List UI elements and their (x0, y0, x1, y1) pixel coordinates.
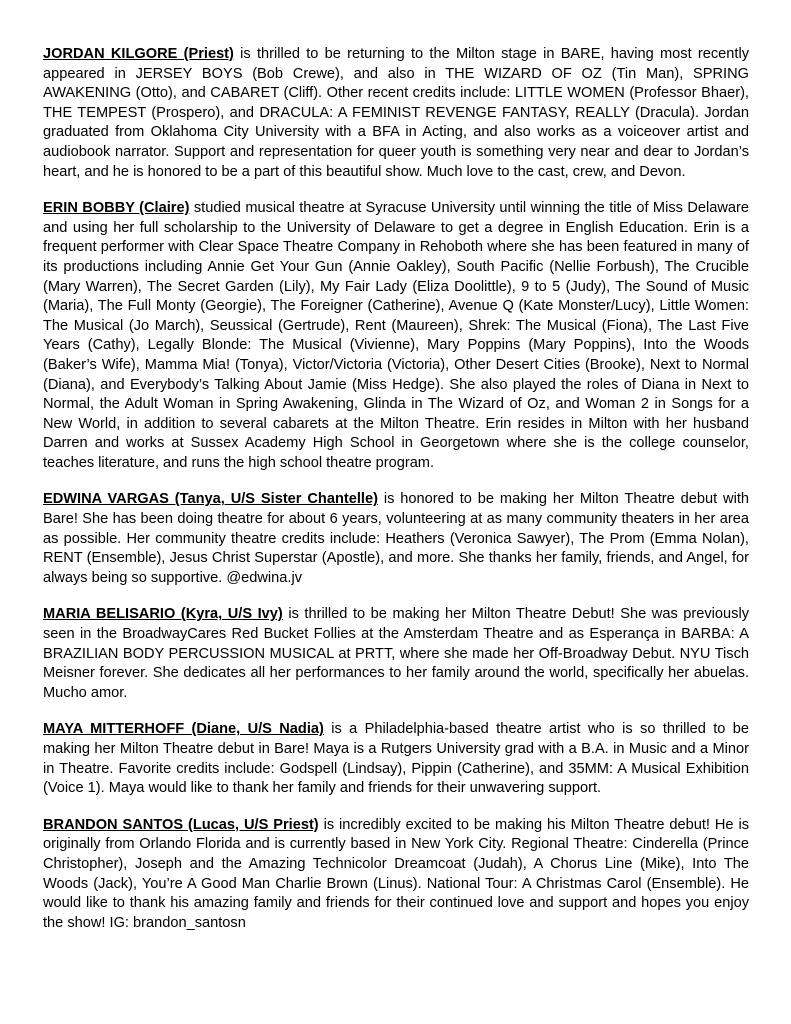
bio-maria-belisario (43, 605, 749, 703)
bio-text: studied musical theatre at Syracuse University until winning the title of Miss Delaware and using her full scholarship to the University of Delaware to get a degree in English Education. Erin is a frequent performer with Clear Space Theatre Company in Rehoboth where she has been featured in many of its productions including Annie Get Your Gun (Annie Oakley), South Pacific (Nellie Forbush), The Crucible (Mary Warren), The Secret Garden (Lily), My Fair Lady (Eliza Doolittle), 9 to 5 (Judy), The Sound of Music (Maria), The Full Monty (Georgie), The Foreigner (Catherine), Avenue Q (Kate Monster/Lucy), Little Women: The Musical (Jo March), Seussical (Gertrude), Rent (Maureen), Shrek: The Musical (Fiona), The Last Five Years (Cathy), Legally Blonde: The Musical (Vivienne), Mary Poppins (Mary Poppins), Into the Woods (Baker’s Wife), Mamma Mia! (Tonya), Victor/Victoria (Victoria), Other Desert Cities (Brooke), Next to Normal (Diana), and Everybody’s Talking About Jamie (Miss Hedge). She also played the roles of Diana in Next to Normal, the Adult Woman in Spring Awakening, Glinda in The Wizard of Oz, and Woman 2 in Songs for a New World, in addition to several cabarets at the Milton Theatre. Erin resides in Milton with her husband Darren and works at Sussex Academy High School in Georgetown where she is the college counselor, teaches literature, and runs the high school theatre program. (43, 200, 749, 471)
bio-name: MARIA BELISARIO (Kyra, U/S Ivy) (43, 606, 283, 623)
bio-text: is a Philadelphia-based theatre artist who is so thrilled to be making her Milton Theatre debut in Bare! Maya is a Rutgers University grad with a B.A. in Music and a Minor in Theatre. Favorite credits include: Godspell (Lindsay), Pippin (Catherine), and 35MM: A Musical Exhibition (Voice 1). Maya would like to thank her family and friends for their unwavering support. (43, 721, 749, 797)
bio-edwina-vargas (43, 490, 749, 588)
bio-page (43, 45, 749, 950)
bio-jordan-kilgore (43, 45, 749, 182)
bio-brandon-santos (43, 816, 749, 934)
bio-maya-mitterhoff (43, 720, 749, 798)
bio-text: is incredibly excited to be making his Milton Theatre debut! He is originally from Orlando Florida and is currently based in New York City. Regional Theatre: Cinderella (Prince Christopher), Joseph and the Amazing Technicolor Dreamcoat (Judah), A Chorus Line (Mike), Into The Woods (Jack), You’re A Good Man Charlie Brown (Linus). National Tour: A Christmas Carol (Ensemble). He would like to thank his amazing family and friends for their continued love and support and hopes you enjoy the show! IG: brandon_santosn (43, 816, 749, 931)
bio-name: EDWINA VARGAS (Tanya, U/S Sister Chantelle) (43, 491, 378, 508)
bio-text: is honored to be making her Milton Theatre debut with Bare! She has been doing theatre for about 6 years, volunteering at as many community theaters in her area as possible. Her community theatre credits include: Heathers (Veronica Sawyer), The Prom (Emma Nolan), RENT (Ensemble), Jesus Christ Superstar (Apostle), and more. She thanks her family, friends, and Angel, for always being so supportive. @edwina.jv (43, 491, 749, 586)
bio-name: JORDAN KILGORE (Priest) (43, 46, 234, 62)
bio-name: ERIN BOBBY (Claire) (43, 200, 190, 217)
bio-erin-bobby (43, 199, 749, 473)
bio-text: is thrilled to be returning to the Milton stage in BARE, having most recently appeared in JERSEY BOYS (Bob Crewe), and also in THE WIZARD OF OZ (Tin Man), SPRING AWAKENING (Otto), and CABARET (Cliff). Other recent credits include: LITTLE WOMEN (Professor Bhaer), THE TEMPEST (Prospero), and DRACULA: A FEMINIST REVENGE FANTASY, REALLY (Dracula). Jordan graduated from Oklahoma City University with a BFA in Acting, and also works as a voiceover artist and audiobook narrator. Support and representation for queer youth is something very near and dear to Jordan’s heart, and he is honored to be a part of this beautiful show. Much love to the cast, crew, and Devon. (43, 46, 749, 180)
bio-text: is thrilled to be making her Milton Theatre Debut! She was previously seen in the BroadwayCares Red Bucket Follies at the Amsterdam Theatre and as Esperança in BARBA: A BRAZILIAN BODY PERCUSSION MUSICAL at PRTT, where she made her Off-Broadway Debut. NYU Tisch Meisner forever. She dedicates all her performances to her family around the world, specifically her abuelas. Mucho amor. (43, 606, 749, 701)
bio-name: BRANDON SANTOS (Lucas, U/S Priest) (43, 816, 319, 833)
bio-name: MAYA MITTERHOFF (Diane, U/S Nadia) (43, 721, 324, 738)
